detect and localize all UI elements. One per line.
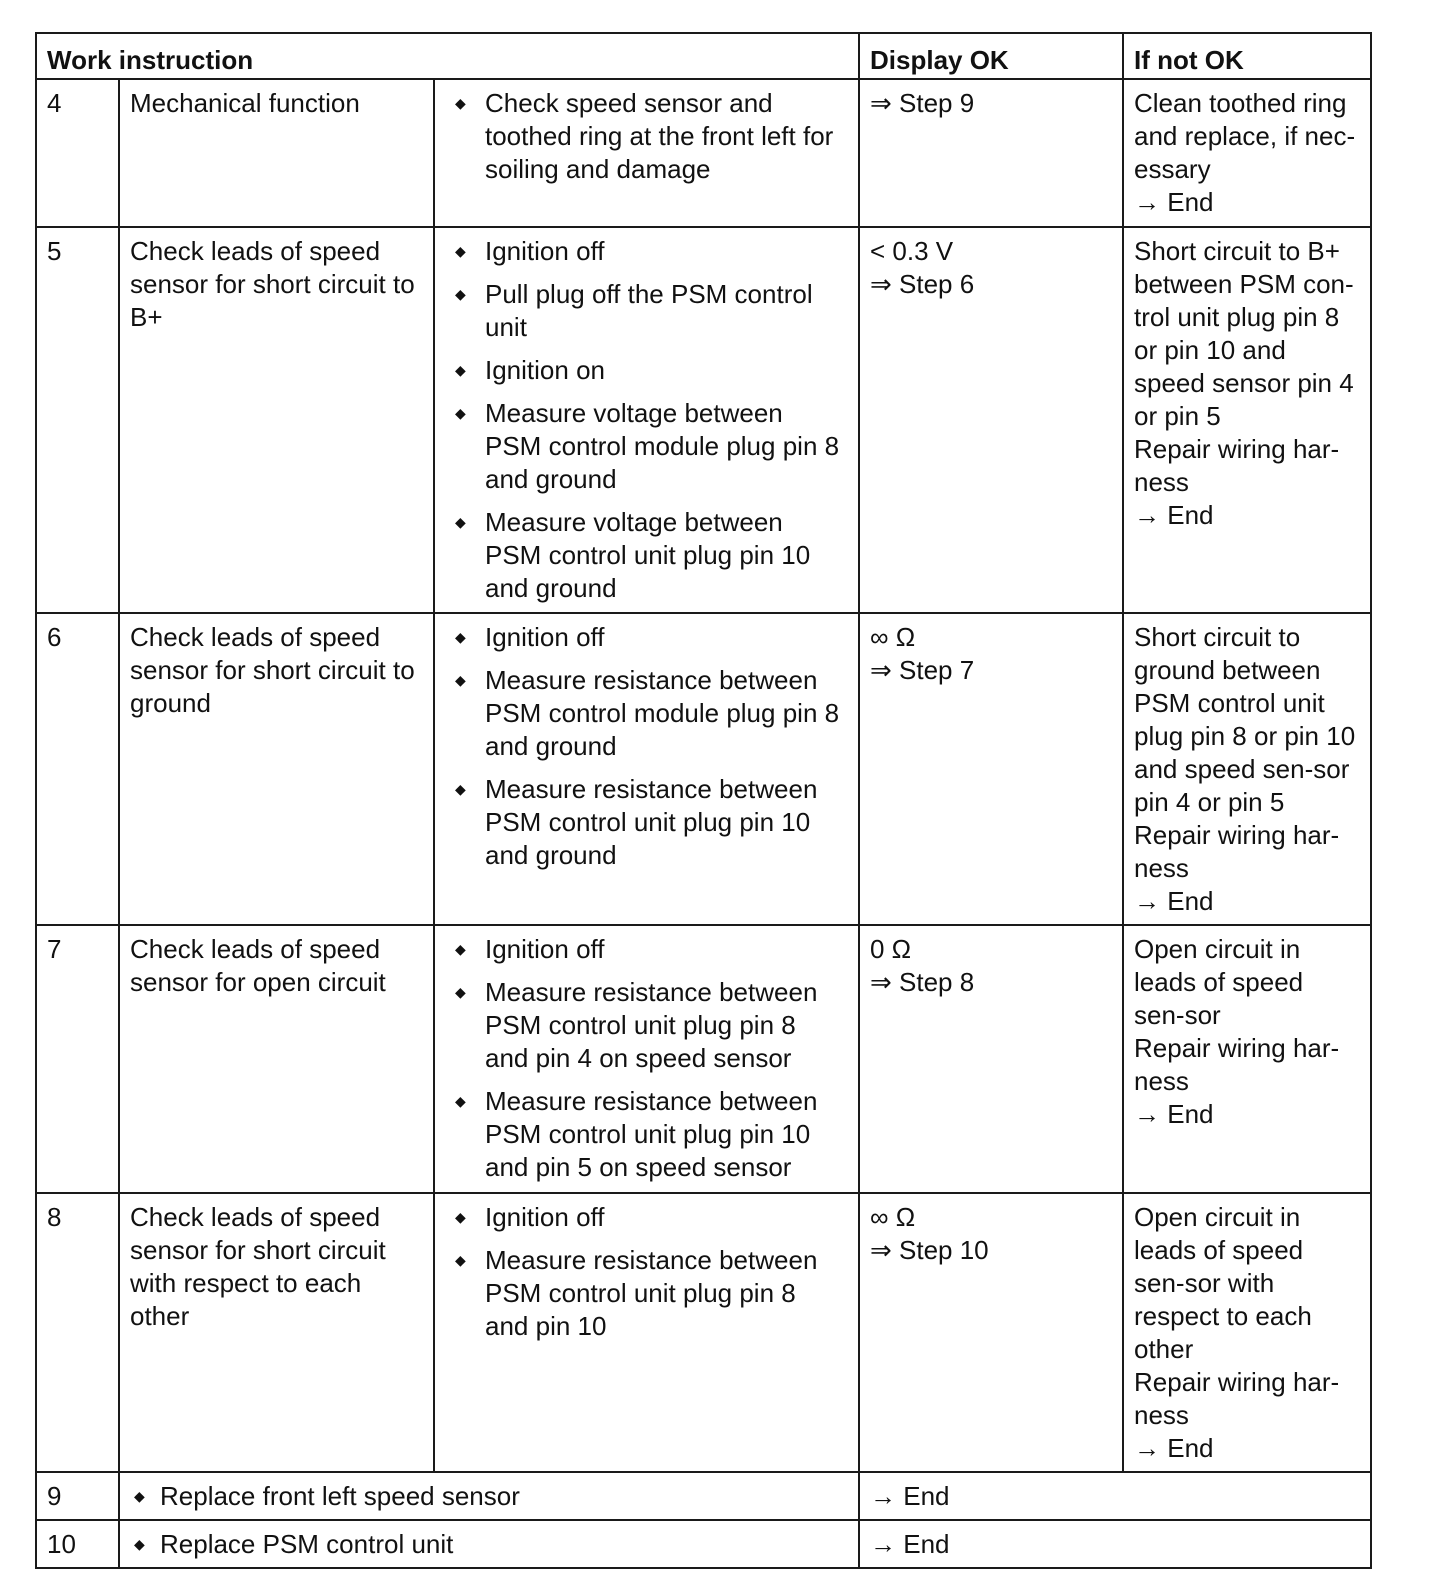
- final-instruction: ◆ Replace PSM control unit: [119, 1520, 859, 1568]
- display-ok-cell: [859, 613, 1123, 925]
- action-bullet: ◆ Ignition off: [445, 235, 848, 268]
- action-bullet: ◆ Ignition off: [445, 1201, 848, 1234]
- final-result: → End: [859, 1520, 1371, 1568]
- action-bullet: ◆ Measure resistance between PSM control unit plug pin 8 and pin 10: [445, 1244, 848, 1343]
- step-number: 10: [36, 1520, 119, 1568]
- cell-line: → End: [1134, 1099, 1214, 1129]
- action-bullet: ◆ Pull plug off the PSM control unit: [445, 278, 848, 344]
- if-not-ok-cell: [1123, 227, 1371, 613]
- cell-line: ⇒ Step 10: [870, 1235, 989, 1265]
- display-ok-cell: [859, 227, 1123, 613]
- cell-line: → End: [1134, 500, 1214, 530]
- table-row: [36, 1472, 1371, 1520]
- step-number: 9: [36, 1472, 119, 1520]
- table-row: [36, 925, 1371, 1193]
- display-ok-cell: [859, 925, 1123, 1193]
- cell-line: Open circuit in leads of speed sen-sor: [1134, 934, 1304, 1030]
- final-instruction: ◆ Replace front left speed sensor: [119, 1472, 859, 1520]
- cell-line: ⇒ Step 7: [870, 655, 975, 685]
- table-row: [36, 1520, 1371, 1568]
- step-actions: [434, 79, 859, 227]
- work-instruction-table: [35, 32, 1372, 1569]
- header-display-ok: Display OK: [859, 33, 1123, 79]
- cell-line: Short circuit to B+ between PSM con-trol unit plug pin 8 or pin 10 and speed sensor pin 4 or pin 5: [1134, 236, 1354, 431]
- step-title: Check leads of speed sensor for open circuit: [119, 925, 434, 1193]
- step-title: Check leads of speed sensor for short circuit to ground: [119, 613, 434, 925]
- action-bullet: ◆ Check speed sensor and toothed ring at the front left for soiling and damage: [445, 87, 848, 186]
- step-actions: [434, 1193, 859, 1472]
- cell-line: Repair wiring har-ness: [1134, 1367, 1340, 1430]
- action-bullet: ◆ Ignition off: [445, 933, 848, 966]
- if-not-ok-cell: [1123, 1193, 1371, 1472]
- cell-line: Open circuit in leads of speed sen-sor with respect to each other: [1134, 1202, 1312, 1364]
- action-bullet: ◆ Measure voltage between PSM control unit plug pin 10 and ground: [445, 506, 848, 605]
- action-bullet: ◆ Ignition on: [445, 354, 848, 387]
- cell-line: Short circuit to ground between PSM control unit plug pin 8 or pin 10 and speed sen-sor pin 4 or pin 5: [1134, 622, 1356, 817]
- cell-line: ∞ Ω: [870, 1202, 916, 1232]
- step-number: 5: [36, 227, 119, 613]
- table-row: [36, 227, 1371, 613]
- step-number: 6: [36, 613, 119, 925]
- cell-line: < 0.3 V: [870, 236, 954, 266]
- if-not-ok-cell: [1123, 925, 1371, 1193]
- action-bullet: ◆ Measure resistance between PSM control module plug pin 8 and ground: [445, 664, 848, 763]
- if-not-ok-cell: [1123, 613, 1371, 925]
- step-rows: [36, 79, 1371, 1568]
- action-bullet: ◆ Ignition off: [445, 621, 848, 654]
- cell-line: ∞ Ω: [870, 622, 916, 652]
- cell-line: ⇒ Step 6: [870, 269, 975, 299]
- cell-line: Repair wiring har-ness: [1134, 434, 1340, 497]
- header-work-instruction: Work instruction: [36, 33, 859, 79]
- table-row: [36, 1193, 1371, 1472]
- cell-line: → End: [1134, 187, 1214, 217]
- table-row: [36, 79, 1371, 227]
- action-bullet: ◆ Measure resistance between PSM control unit plug pin 10 and pin 5 on speed sensor: [445, 1085, 848, 1184]
- cell-line: → End: [1134, 1433, 1214, 1463]
- cell-line: Repair wiring har-ness: [1134, 820, 1340, 883]
- cell-line: Repair wiring har-ness: [1134, 1033, 1340, 1096]
- step-number: 4: [36, 79, 119, 227]
- step-number: 8: [36, 1193, 119, 1472]
- cell-line: ⇒ Step 9: [870, 88, 975, 118]
- cell-line: ⇒ Step 8: [870, 967, 975, 997]
- display-ok-cell: [859, 79, 1123, 227]
- cell-line: → End: [1134, 886, 1214, 916]
- step-actions: [434, 227, 859, 613]
- step-title: Check leads of speed sensor for short circuit with respect to each other: [119, 1193, 434, 1472]
- step-actions: [434, 925, 859, 1193]
- display-ok-cell: [859, 1193, 1123, 1472]
- cell-line: 0 Ω: [870, 934, 912, 964]
- action-bullet: ◆ Measure resistance between PSM control unit plug pin 8 and pin 4 on speed sensor: [445, 976, 848, 1075]
- if-not-ok-cell: [1123, 79, 1371, 227]
- final-result: → End: [859, 1472, 1371, 1520]
- header-if-not-ok: If not OK: [1123, 33, 1371, 79]
- step-title: Mechanical function: [119, 79, 434, 227]
- step-title: Check leads of speed sensor for short circuit to B+: [119, 227, 434, 613]
- cell-line: Clean toothed ring and replace, if nec-essary: [1134, 88, 1356, 184]
- table-header-row: [36, 33, 1371, 79]
- step-actions: [434, 613, 859, 925]
- step-number: 7: [36, 925, 119, 1193]
- action-bullet: ◆ Measure resistance between PSM control unit plug pin 10 and ground: [445, 773, 848, 872]
- table-row: [36, 613, 1371, 925]
- action-bullet: ◆ Measure voltage between PSM control module plug pin 8 and ground: [445, 397, 848, 496]
